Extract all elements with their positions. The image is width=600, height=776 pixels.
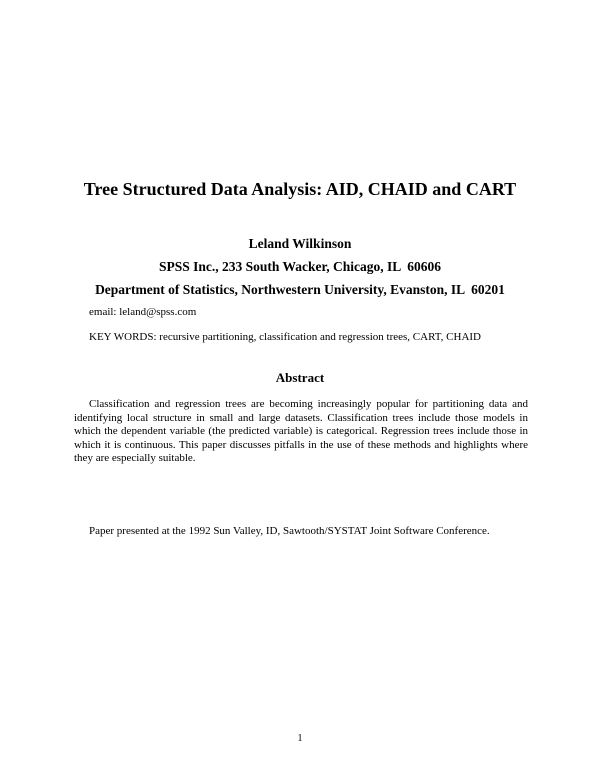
abstract-text: Classification and regression trees are becoming increasingly popular for partitioning data and identifying local structure in small and large datasets. Classification trees include those models in which the dependent variable (the predicted variable) is categorical. Regression trees include those in which it is continuous. This paper discusses pitfalls in the use of these methods and highlights where they are especially suitable. bbox=[74, 398, 528, 464]
affiliation-northwestern: Department of Statistics, Northwestern University, Evanston, IL 60201 bbox=[95, 282, 505, 297]
author-name: Leland Wilkinson bbox=[248, 236, 352, 251]
author-block bbox=[0, 232, 600, 301]
affiliation-spss: SPSS Inc., 233 South Wacker, Chicago, IL 60606 bbox=[158, 259, 442, 274]
paper-title: Tree Structured Data Analysis: AID, CHAID and CART bbox=[83, 179, 517, 199]
key-words: KEY WORDS: recursive partitioning, classification and regression trees, CART, CHAID bbox=[89, 331, 481, 343]
author-email: email: leland@spss.com bbox=[89, 306, 197, 318]
presentation-note: Paper presented at the 1992 Sun Valley, ID, Sawtooth/SYSTAT Joint Software Conference. bbox=[89, 525, 490, 537]
abstract-heading: Abstract bbox=[275, 370, 325, 385]
page-number: 1 bbox=[297, 733, 303, 744]
